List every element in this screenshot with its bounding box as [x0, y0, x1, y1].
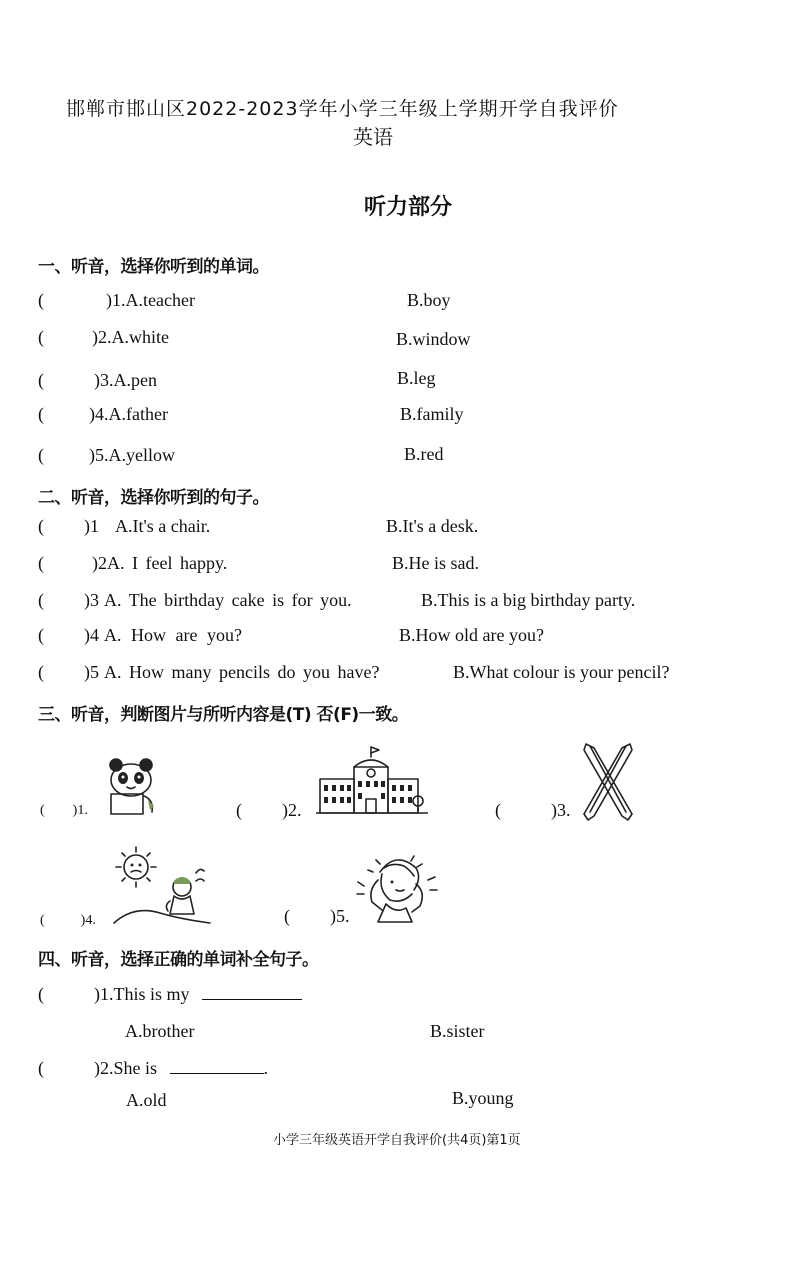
s4-q1-option-b: B.sister	[430, 1021, 485, 1041]
s1-q2-option-b: B.window	[396, 329, 471, 349]
answer-paren-open: (	[38, 984, 44, 1004]
s2-q3	[38, 590, 352, 611]
s1-q4-option-b: B.family	[400, 404, 464, 424]
answer-paren-close: )	[89, 445, 95, 465]
s2-q1-option-b: B.It's a desk.	[386, 516, 479, 536]
s1-q1-option-b: B.boy	[407, 290, 451, 310]
answer-paren-close: )	[282, 800, 288, 820]
question-number: 5.	[336, 906, 350, 926]
s1-q4	[38, 404, 168, 425]
s1-q3-option-b: B.leg	[397, 368, 436, 388]
sentence-period: .	[263, 1058, 269, 1078]
answer-paren-open: (	[38, 553, 44, 573]
option-a: A.father	[108, 404, 168, 424]
question-number: 1.	[100, 984, 114, 1004]
school-building-icon	[316, 745, 428, 817]
s4-q2-option-a: A.old	[126, 1090, 167, 1110]
answer-paren-open: (	[38, 516, 44, 536]
s4-q1-option-a: A.brother	[125, 1021, 195, 1041]
question-number: 3.	[557, 800, 571, 820]
answer-paren-close: )	[94, 1058, 100, 1078]
s4-q2	[38, 1058, 268, 1079]
answer-paren-open: (	[38, 445, 44, 465]
exam-title: 邯郸市邯山区2022-2023学年小学三年级上学期开学自我评价	[66, 98, 619, 120]
question-number: 2.	[100, 1058, 114, 1078]
answer-paren-open: (	[38, 590, 44, 610]
s1-q5-option-b: B.red	[404, 444, 444, 464]
question-number: 1.	[112, 290, 126, 310]
answer-paren-open: (	[38, 662, 44, 682]
question-number: 1	[90, 516, 99, 536]
answer-paren-close: )	[94, 370, 100, 390]
question-stem: This is my	[113, 984, 190, 1004]
s2-q2	[38, 553, 227, 574]
subject-title: 英语	[353, 125, 393, 149]
option-a: A.yellow	[108, 445, 175, 465]
panda-icon	[106, 756, 162, 818]
section-4-heading: 四、听音，选择正确的单词补全句子。	[38, 950, 319, 970]
answer-paren-open: (	[38, 327, 44, 347]
s2-q5	[38, 662, 379, 683]
answer-paren-close: )	[84, 516, 90, 536]
answer-paren-close: )	[330, 906, 336, 926]
s2-q1	[38, 516, 210, 537]
s3-q3	[495, 800, 571, 821]
s2-q4-option-b: B.How old are you?	[399, 625, 544, 645]
option-a: A.white	[111, 327, 169, 347]
s2-q3-option-b: B.This is a big birthday party.	[421, 590, 636, 610]
question-number: 2	[98, 553, 107, 573]
crossed-pencils-icon	[580, 742, 636, 822]
section-2-heading: 二、听音，选择你听到的句子。	[38, 488, 269, 508]
s4-q2-option-b: B.young	[452, 1088, 514, 1108]
answer-paren-close: )	[80, 913, 86, 928]
option-a: A. I feel happy.	[107, 553, 228, 573]
answer-paren-close: )	[106, 290, 112, 310]
option-a: A. The birthday cake is for you.	[104, 590, 352, 610]
s2-q4	[38, 625, 242, 646]
section-3-heading: 三、听音，判断图片与所听内容是(T) 否(F)一致。	[38, 705, 409, 725]
headache-girl-icon	[356, 850, 438, 924]
answer-paren-close: )	[84, 662, 90, 682]
s3-q1	[40, 803, 88, 819]
s2-q2-option-b: B.He is sad.	[392, 553, 479, 573]
answer-paren-close: )	[84, 625, 90, 645]
answer-paren-open: (	[40, 913, 45, 928]
question-number: 5.	[95, 445, 109, 465]
answer-paren-open: (	[38, 370, 44, 390]
s1-q2	[38, 327, 169, 348]
hot-sun-child-icon	[112, 843, 212, 927]
s3-q2	[236, 800, 302, 821]
answer-paren-open: (	[38, 404, 44, 424]
fill-in-blank[interactable]	[170, 1059, 264, 1074]
question-stem: She is	[113, 1058, 158, 1078]
question-number: 3	[90, 590, 99, 610]
answer-paren-close: )	[92, 327, 98, 347]
s3-q4	[40, 913, 96, 929]
page-footer: 小学三年级英语开学自我评价(共4页)第1页	[273, 1133, 521, 1148]
answer-paren-open: (	[38, 625, 44, 645]
s2-q5-option-b: B.What colour is your pencil?	[453, 662, 670, 682]
answer-paren-close: )	[94, 984, 100, 1004]
answer-paren-open: (	[284, 906, 290, 926]
s1-q5	[38, 445, 175, 466]
fill-in-blank[interactable]	[202, 985, 302, 1000]
s4-q1	[38, 984, 302, 1005]
answer-paren-open: (	[236, 800, 242, 820]
answer-paren-open: (	[495, 800, 501, 820]
s1-q3	[38, 370, 157, 391]
question-number: 3.	[100, 370, 114, 390]
question-number: 1.	[77, 803, 88, 818]
answer-paren-open: (	[40, 803, 45, 818]
option-a: A.It's a chair.	[115, 516, 211, 536]
option-a: A. How many pencils do you have?	[104, 662, 380, 682]
answer-paren-close: )	[551, 800, 557, 820]
answer-paren-close: )	[72, 803, 78, 818]
question-number: 2.	[98, 327, 112, 347]
option-a: A.pen	[113, 370, 157, 390]
option-a: A.teacher	[125, 290, 195, 310]
option-a: A. How are you?	[104, 625, 242, 645]
question-number: 2.	[288, 800, 302, 820]
answer-paren-close: )	[84, 590, 90, 610]
question-number: 4	[90, 625, 99, 645]
s1-q1	[38, 290, 195, 311]
s3-q5	[284, 906, 350, 927]
section-1-heading: 一、听音，选择你听到的单词。	[38, 257, 269, 277]
question-number: 4.	[95, 404, 109, 424]
answer-paren-open: (	[38, 290, 44, 310]
question-number: 4.	[85, 913, 96, 928]
answer-paren-close: )	[92, 553, 98, 573]
question-number: 5	[90, 662, 99, 682]
part-title: 听力部分	[364, 195, 453, 220]
answer-paren-close: )	[89, 404, 95, 424]
answer-paren-open: (	[38, 1058, 44, 1078]
